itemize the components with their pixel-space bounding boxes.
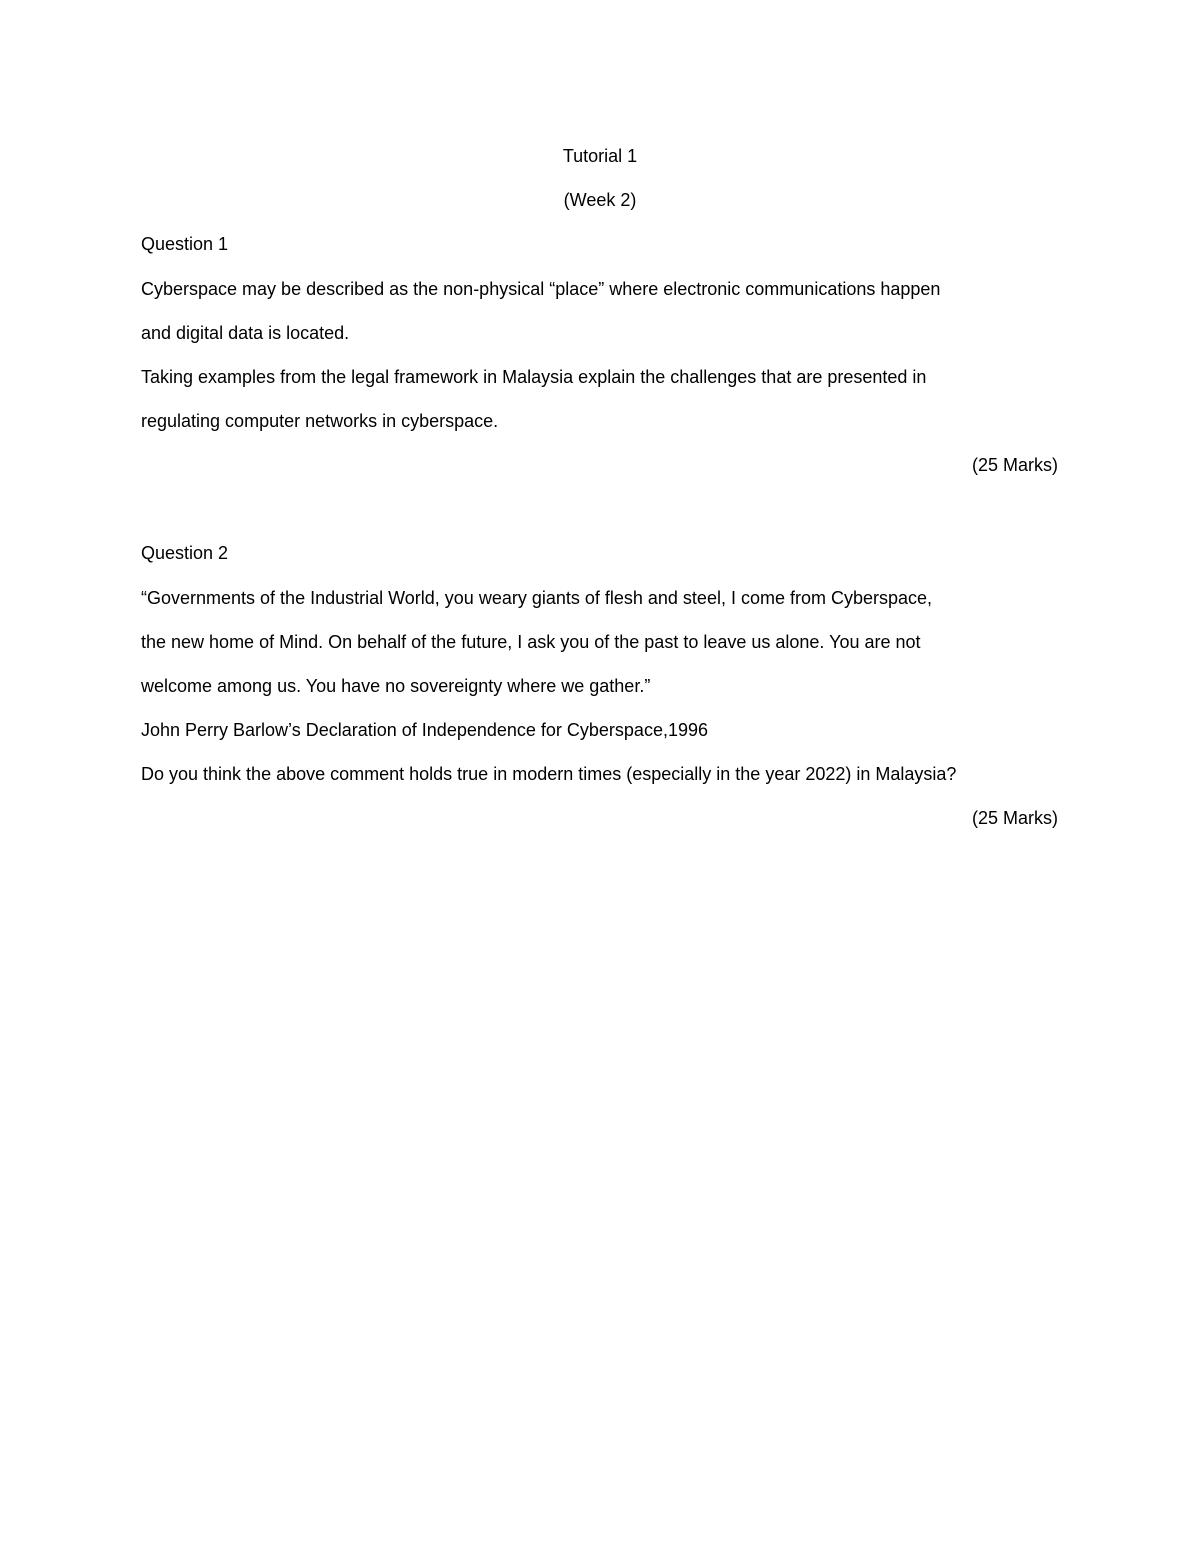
question-2-prompt: Do you think the above comment holds true in modern times (especially in the year 2022) in Malaysia? [141, 764, 957, 784]
question-1-text-line: Cyberspace may be described as the non-physical “place” where electronic communications happen [141, 279, 941, 299]
question-1-text-line: and digital data is located. [141, 323, 350, 343]
question-2-marks: (25 Marks) [971, 808, 1058, 828]
question-2-quote-line: the new home of Mind. On behalf of the future, I ask you of the past to leave us alone. You are not [141, 632, 921, 652]
question-2-quote-line: welcome among us. You have no sovereignty where we gather.” [141, 676, 651, 696]
question-2-quote-line: “Governments of the Industrial World, you weary giants of flesh and steel, I come from Cyberspace, [141, 588, 933, 608]
question-2-heading: Question 2 [141, 543, 229, 563]
document-title: Tutorial 1 [562, 146, 638, 166]
question-1-text-line: regulating computer networks in cyberspace. [141, 411, 499, 431]
question-2-citation: John Perry Barlow’s Declaration of Independence for Cyberspace,1996 [141, 720, 708, 740]
question-1-marks: (25 Marks) [971, 455, 1058, 475]
question-1-heading: Question 1 [141, 234, 229, 254]
document-subtitle: (Week 2) [563, 190, 637, 210]
question-1-text-line: Taking examples from the legal framework in Malaysia explain the challenges that are presented in [141, 367, 927, 387]
